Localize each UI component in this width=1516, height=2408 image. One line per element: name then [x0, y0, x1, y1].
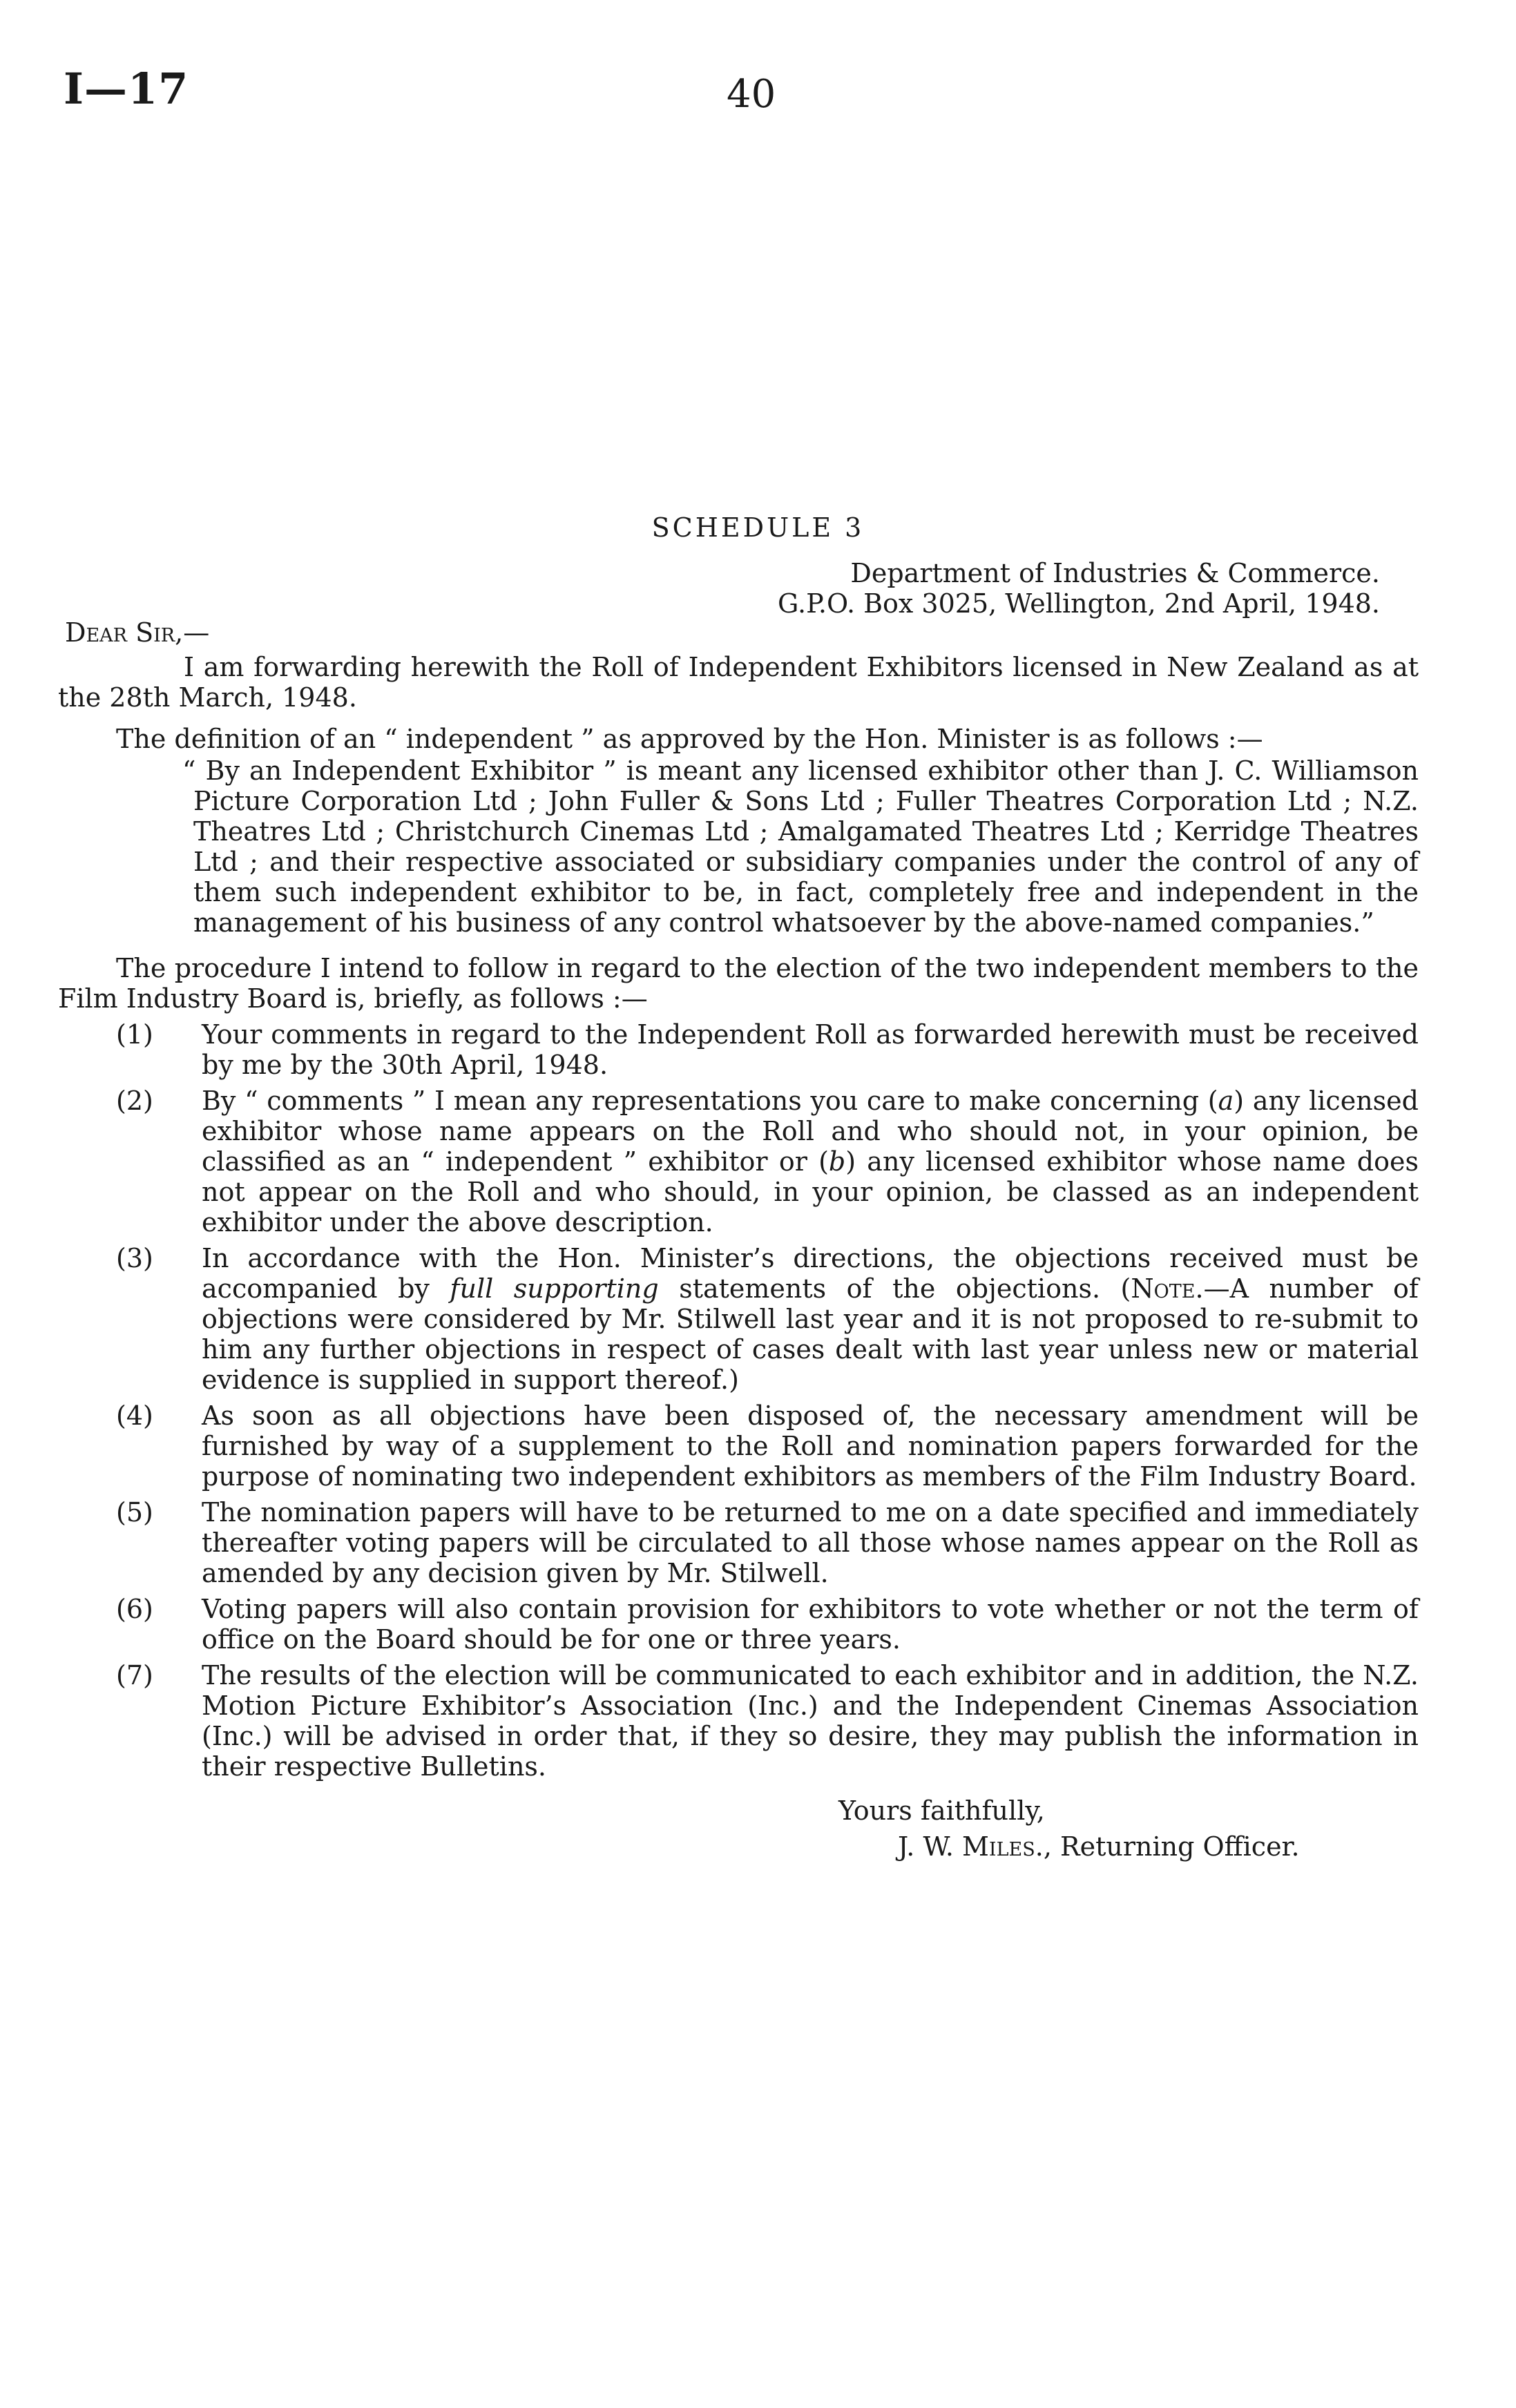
- closing: Yours faithfully,: [838, 1795, 1045, 1826]
- address-line-1: Department of Industries & Commerce.: [850, 558, 1380, 588]
- page-number: 40: [727, 72, 776, 117]
- list-item-text: The nomination papers will have to be returned to me on a date specified and immediately thereafter voting papers will be circulated to all those whose names appear on the Roll as amended by any decision given by Mr. Stilwell.: [202, 1497, 1419, 1588]
- list-item-text: The results of the election will be communicated to each exhibitor and in addition, the N.Z. Motion Picture Exhibitor’s Association (Inc.) and the Independent Cinemas Association (Inc.) will be advised in order that, if they so desire, they may publish the information in their respective Bulletins.: [202, 1660, 1419, 1782]
- list-item: [58, 1594, 1419, 1655]
- address-line-2: G.P.O. Box 3025, Wellington, 2nd April, 1948.: [777, 588, 1380, 619]
- list-item-number: (6): [116, 1594, 153, 1624]
- list-item-number: (7): [116, 1660, 153, 1691]
- letter-body: [58, 558, 1419, 1862]
- list-item: [58, 1497, 1419, 1588]
- paragraph-roll: I am forwarding herewith the Roll of Independent Exhibitors licensed in New Zealand as at the 28th March, 1948.: [58, 652, 1419, 713]
- list-item-number: (5): [116, 1497, 153, 1528]
- list-item: [58, 1019, 1419, 1080]
- list-item: [58, 1400, 1419, 1492]
- signature: J. W. Miles., Returning Officer.: [898, 1831, 1300, 1862]
- paragraph-definition: The definition of an “ independent ” as approved by the Hon. Minister is as follows :—: [116, 724, 1263, 754]
- list-item-text: By “ comments ” I mean any representations you care to make concerning (a) any licensed exhibitor whose name appears on the Roll and who should not, in your opinion, be classified as an “ independent ” exhibitor or (b) any licensed exhibitor whose name does not appear on the Roll and who should, in your opinion, be classed as an independent exhibitor under the above description.: [202, 1086, 1419, 1237]
- salutation: Dear Sir,—: [65, 617, 210, 648]
- list-item-text: Voting papers will also contain provision for exhibitors to vote whether or not the term of office on the Board should be for one or three years.: [202, 1594, 1419, 1655]
- sender-address: [58, 558, 1419, 619]
- list-item-text: As soon as all objections have been disposed of, the necessary amendment will be furnished by way of a supplement to the Roll and nomination papers forwarded for the purpose of nominating two independent exhibitors as members of the Film Industry Board.: [202, 1400, 1419, 1492]
- list-item-number: (4): [116, 1400, 153, 1431]
- list-item-text: Your comments in regard to the Independent Roll as forwarded herewith must be received by me by the 30th April, 1948.: [202, 1019, 1419, 1080]
- document-id: I—17: [64, 64, 189, 114]
- list-item: [58, 1243, 1419, 1395]
- schedule-title: SCHEDULE 3: [651, 512, 865, 543]
- procedure-list: [58, 1019, 1419, 1782]
- definition-quote: “ By an Independent Exhibitor ” is meant any licensed exhibitor other than J. C. Williamson Picture Corporation Ltd ; John Fuller & Sons Ltd ; Fuller Theatres Corporation Ltd ; N.Z. Theatres Ltd ; Christchurch Cinemas Ltd ; Amalgamated Theatres Ltd ; Kerridge Theatres Ltd ; and their respective associated or subsidiary companies under the control of any of them such independent exhibitor to be, in fact, completely free and independent in the management of his business of any control whatsoever by the above-named companies.”: [182, 755, 1419, 938]
- list-item-number: (3): [116, 1243, 153, 1273]
- list-item: [58, 1086, 1419, 1237]
- list-item: [58, 1660, 1419, 1782]
- list-item-text: In accordance with the Hon. Minister’s directions, the objections received must be accompanied by full supporting statements of the objections. (Note.—A number of objections were considered by Mr. Stilwell last year and it is not proposed to re-submit to him any further objections in respect of cases dealt with last year unless new or material evidence is supplied in support thereof.): [202, 1243, 1419, 1395]
- paragraph-procedure: The procedure I intend to follow in regard to the election of the two independent members to the Film Industry Board is, briefly, as follows :—: [58, 953, 1419, 1014]
- list-item-number: (1): [116, 1019, 153, 1050]
- list-item-number: (2): [116, 1086, 153, 1116]
